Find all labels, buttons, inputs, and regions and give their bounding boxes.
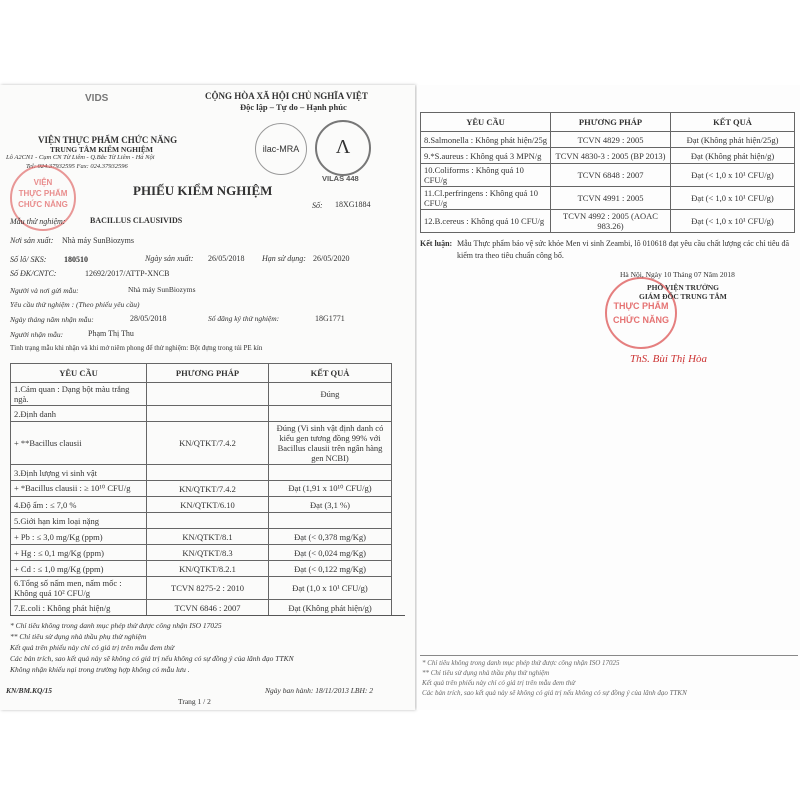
result-cell: Đạt (1,0 x 10¹ CFU/g) (269, 577, 392, 600)
sample-name: BACILLUS CLAUSIVIDS (90, 216, 183, 225)
ilac-mra-logo: ilac-MRA (255, 123, 307, 175)
col-header: KẾT QUẢ (269, 364, 392, 383)
result-cell: Đúng (Vi sinh vật định danh có kiểu gen tương đồng 99% với Bacillus clausii trên ngân hàng gen NCBI) (269, 422, 392, 465)
footnote: Kết quả trên phiếu này chỉ có giá trị trên mẫu đem thử (10, 643, 175, 652)
recv-date: 28/05/2018 (130, 314, 167, 323)
result-cell: Đạt (1,91 x 10¹⁰ CFU/g) (269, 481, 392, 497)
requirement-cell: 2.Định danh (11, 406, 147, 422)
exp-label: Hạn sử dụng: (262, 254, 306, 263)
requirement-cell: 10.Coliforms : Không quá 10 CFU/g (421, 164, 551, 187)
result-cell: Đạt (Không phát hiện/g) (671, 148, 795, 164)
document-title: PHIẾU KIỂM NGHIỆM (133, 183, 273, 198)
test-reg: 18G1771 (315, 314, 345, 323)
method-cell: KN/QTKT/8.2.1 (147, 561, 269, 577)
footnote: Không nhận khiếu nại trong trường hợp không có mẫu lưu . (10, 665, 190, 674)
requirement-cell: 7.E.coli : Không phát hiện/g (11, 600, 147, 616)
results-table-continued (420, 112, 795, 233)
vilas-number: VILAS 448 (322, 174, 359, 183)
report-page-2 (417, 85, 800, 710)
table-row (11, 406, 392, 422)
footnotes (10, 620, 294, 675)
institute-name: VIỆN THỰC PHẨM CHỨC NĂNG (38, 135, 178, 145)
sender: Nhà máy SunBiozyms (128, 285, 196, 294)
number-label: Số: (312, 201, 323, 210)
conclusion: Mẫu Thực phẩm bảo vệ sức khỏe Men vi sinh Zeambi, lô 010618 đạt yêu cầu chất lượng các chỉ tiêu đã kiểm tra theo tiêu chuẩn công bố. (457, 239, 790, 260)
red-stamp: THỰC PHẨM CHỨC NĂNG (605, 277, 677, 349)
requirement-cell: + Hg : ≤ 0,1 mg/Kg (ppm) (11, 545, 147, 561)
table-row (421, 210, 795, 233)
result-cell: Đúng (269, 383, 392, 406)
accreditation-seal-icon: Λ (315, 120, 371, 176)
reg-label: Số ĐK/CNTC: (10, 269, 57, 278)
footnote: Các bản trích, sao kết quả này sẽ không có giá trị nếu không có sự đồng ý của lãnh đạo TTKN (10, 654, 294, 663)
lot-label: Số lô/ SKS: (10, 255, 47, 264)
method-cell: TCVN 4830-3 : 2005 (BP 2013) (551, 148, 671, 164)
tel: Tel: 024.37932595 Fax: 024.37932596 (26, 163, 128, 170)
divider (420, 655, 798, 656)
table-row (11, 383, 392, 406)
result-cell: Đạt (< 0,024 mg/Kg) (269, 545, 392, 561)
center-name: TRUNG TÂM KIỂM NGHIỆM (50, 145, 153, 154)
table-row (421, 148, 795, 164)
issue-date: Ngày ban hành: 18/11/2013 LBH: 2 (265, 686, 373, 695)
requirement-cell: 4.Độ ẩm : ≤ 7,0 % (11, 497, 147, 513)
footnote: ** Chỉ tiêu sử dụng nhà thầu phụ thử nghiệm (10, 632, 147, 641)
requirement-cell: 11.Cl.perfringens : Không quá 10 CFU/g (421, 187, 551, 210)
method-cell: TCVN 6848 : 2007 (551, 164, 671, 187)
receiver: Phạm Thị Thu (88, 329, 134, 338)
sign-date: Hà Nội, Ngày 10 Tháng 07 Năm 2018 (620, 270, 735, 279)
method-cell: KN/QTKT/8.3 (147, 545, 269, 561)
table-row (11, 529, 392, 545)
col-header: KẾT QUẢ (671, 113, 795, 132)
report-page-1 (0, 85, 415, 710)
col-header: PHƯƠNG PHÁP (147, 364, 269, 383)
method-cell: KN/QTKT/7.4.2 (147, 422, 269, 465)
table-row (421, 164, 795, 187)
table-row (421, 132, 795, 148)
footnote: * Chỉ tiêu không trong danh mục phép thử được công nhận ISO 17025 (10, 621, 222, 630)
table-row (11, 422, 392, 465)
col-header: PHƯƠNG PHÁP (551, 113, 671, 132)
producer-label: Nơi sản xuất: (10, 236, 54, 245)
conclusion-label: Kết luận: (420, 239, 453, 248)
table-row (11, 497, 392, 513)
table-row (11, 577, 392, 600)
table-row (11, 481, 392, 497)
result-cell (269, 465, 392, 481)
result-cell (269, 513, 392, 529)
reg-number: 12692/2017/ATTP-XNCB (85, 269, 170, 278)
result-cell: Đạt (< 1,0 x 10¹ CFU/g) (671, 187, 795, 210)
page-number: Trang 1 / 2 (178, 697, 211, 706)
test-request: Yêu cầu thử nghiệm : (Theo phiếu yêu cầu) (10, 300, 140, 309)
recv-date-label: Ngày tháng năm nhận mẫu: (10, 315, 94, 324)
requirement-cell: 9.*S.aureus : Không quá 3 MPN/g (421, 148, 551, 164)
table-row (11, 600, 392, 616)
requirement-cell: 12.B.cereus : Không quá 10 CFU/g (421, 210, 551, 233)
signer-role: PHÓ VIỆN TRƯỞNG (647, 283, 719, 292)
sample-label: Mẫu thử nghiệm: (10, 217, 66, 226)
result-cell: Đạt (< 0,378 mg/Kg) (269, 529, 392, 545)
sender-label: Người và nơi gửi mẫu: (10, 286, 79, 295)
result-cell: Đạt (Không phát hiện/25g) (671, 132, 795, 148)
footnote: Kết quả trên phiếu này chỉ có giá trị trên mẫu đem thử (422, 679, 576, 687)
requirement-cell: + *Bacillus clausii : ≥ 10¹⁰ CFU/g (11, 481, 147, 497)
mfg-label: Ngày sản xuất: (145, 254, 194, 263)
exp-date: 26/05/2020 (313, 254, 350, 263)
address: Lô A2CN1 - Cụm CN Từ Liêm - Q.Bắc Từ Liêm - Hà Nội (6, 154, 155, 161)
divider (10, 615, 405, 616)
mfg-date: 26/05/2018 (208, 254, 245, 263)
requirement-cell: 1.Cảm quan : Dạng bột màu trắng ngà. (11, 383, 147, 406)
vids-logo: VIDS (85, 93, 109, 104)
table-row (11, 545, 392, 561)
republic-title: CỘNG HÒA XÃ HỘI CHỦ NGHĨA VIỆT (205, 91, 368, 101)
method-cell (147, 406, 269, 422)
result-cell: Đạt (< 1,0 x 10¹ CFU/g) (671, 210, 795, 233)
method-cell (147, 513, 269, 529)
method-cell: TCVN 4829 : 2005 (551, 132, 671, 148)
method-cell: KN/QTKT/8.1 (147, 529, 269, 545)
method-cell: TCVN 4991 : 2005 (551, 187, 671, 210)
table-row (11, 561, 392, 577)
table-row (11, 465, 392, 481)
result-cell: Đạt (3,1 %) (269, 497, 392, 513)
table-row (11, 513, 392, 529)
result-cell: Đạt (< 0,122 mg/Kg) (269, 561, 392, 577)
requirement-cell: + Pb : ≤ 3,0 mg/Kg (ppm) (11, 529, 147, 545)
motto: Độc lập – Tự do – Hạnh phúc (240, 102, 347, 112)
method-cell: KN/QTKT/7.4.2 (147, 481, 269, 497)
requirement-cell: 5.Giới hạn kim loại nặng (11, 513, 147, 529)
test-reg-label: Số đăng ký thử nghiệm: (208, 314, 280, 323)
producer: Nhà máy SunBiozyms (62, 236, 134, 245)
col-header: YÊU CẦU (421, 113, 551, 132)
footnote: Các bản trích, sao kết quả này sẽ không có giá trị nếu không có sự đồng ý của lãnh đạo TTKN (422, 689, 687, 697)
red-stamp: VIỆN THỰC PHẨM CHỨC NĂNG (10, 165, 76, 231)
method-cell: TCVN 4992 : 2005 (AOAC 983.26) (551, 210, 671, 233)
lot: 180510 (64, 255, 88, 264)
col-header: YÊU CẦU (11, 364, 147, 383)
results-table (10, 363, 392, 616)
footnote: ** Chỉ tiêu sử dụng nhà thầu phụ thử nghiệm (422, 669, 550, 677)
result-cell: Đạt (Không phát hiện/g) (269, 600, 392, 616)
footnotes (422, 658, 687, 698)
requirement-cell: 3.Định lượng vi sinh vật (11, 465, 147, 481)
requirement-cell: + **Bacillus clausii (11, 422, 147, 465)
sample-condition: Tình trạng mẫu khi nhận và khi mở niêm phong để thử nghiệm: Bột đựng trong túi PE kín (10, 344, 263, 352)
receiver-label: Người nhận mẫu: (10, 330, 64, 339)
footnote: * Chỉ tiêu không trong danh mục phép thử được công nhận ISO 17025 (422, 659, 620, 667)
requirement-cell: + Cd : ≤ 1,0 mg/Kg (ppm) (11, 561, 147, 577)
method-cell (147, 465, 269, 481)
requirement-cell: 8.Salmonella : Không phát hiện/25g (421, 132, 551, 148)
result-cell: Đạt (< 1,0 x 10¹ CFU/g) (671, 164, 795, 187)
method-cell: KN/QTKT/6.10 (147, 497, 269, 513)
method-cell (147, 383, 269, 406)
signer-name: ThS. Bùi Thị Hòa (630, 353, 708, 365)
report-number: 18XG1884 (335, 200, 371, 209)
form-code: KN/BM.KQ/15 (6, 686, 53, 695)
requirement-cell: 6.Tổng số nấm men, nấm mốc : Không quá 10² CFU/g (11, 577, 147, 600)
table-row (421, 187, 795, 210)
method-cell: TCVN 8275-2 : 2010 (147, 577, 269, 600)
signer-role-2: GIÁM ĐỐC TRUNG TÂM (639, 292, 727, 301)
method-cell: TCVN 6846 : 2007 (147, 600, 269, 616)
result-cell (269, 406, 392, 422)
